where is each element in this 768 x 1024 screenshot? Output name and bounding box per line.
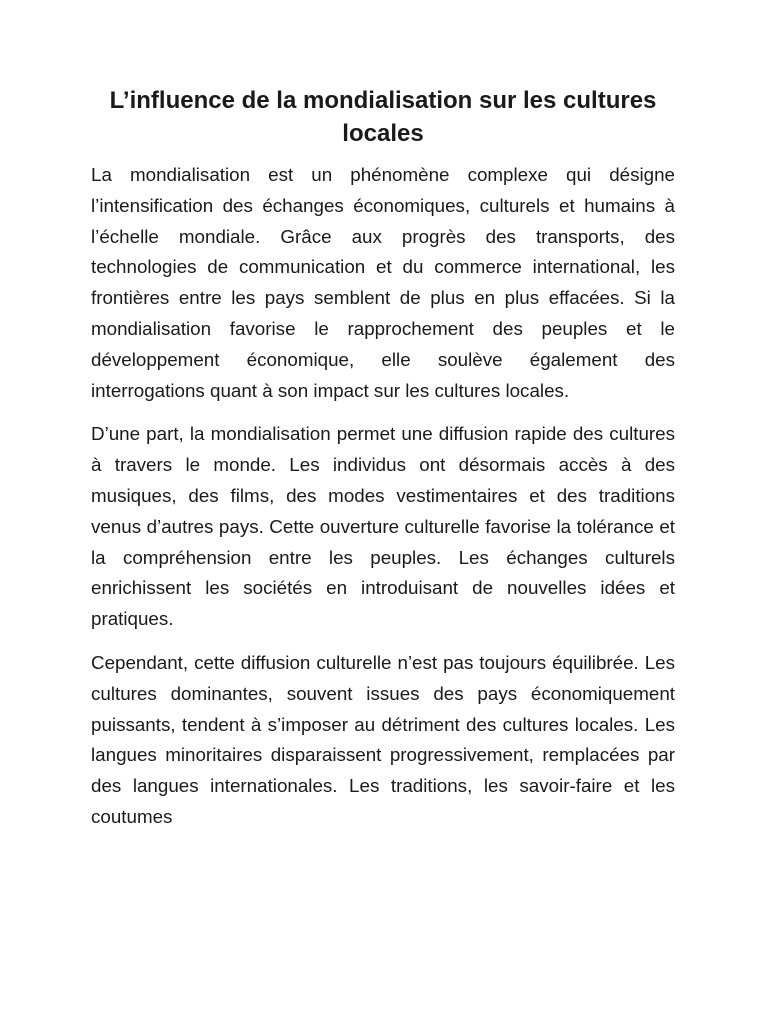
paragraph-intro: La mondialisation est un phénomène complexe qui désigne l’intensification des échanges économiques, culturels et humains à l’échelle mondiale. Grâce aux progrès des transports, des technologies de communication et du commerce international, les frontières entre les pays semblent de plus en plus effacées. Si la mondialisation favorise le rapprochement des peuples et le développement économique, elle soulève également des interrogations quant à son impact sur les cultures locales. <box>91 164 675 401</box>
document-title: L’influence de la mondialisation sur les cultures locales <box>109 87 657 147</box>
paragraph-imbalance: Cependant, cette diffusion culturelle n’est pas toujours équilibrée. Les cultures dominantes, souvent issues des pays économiquement puissants, tendent à s’imposer au détriment des cultures locales. Les langues minoritaires disparaissent progressivement, remplacées par des langues internationales. Les traditions, les savoir-faire et les coutumes <box>91 651 675 827</box>
document-body <box>91 84 675 846</box>
paragraph-diffusion: D’une part, la mondialisation permet une diffusion rapide des cultures à travers le monde. Les individus ont désormais accès à des musiques, des films, des modes vestimentaires et des traditions venus d’autres pays. Cette ouverture culturelle favorise la tolérance et la compréhension entre les peuples. Les échanges culturels enrichissent les sociétés en introduisant de nouvelles idées et pratiques. <box>91 423 675 630</box>
